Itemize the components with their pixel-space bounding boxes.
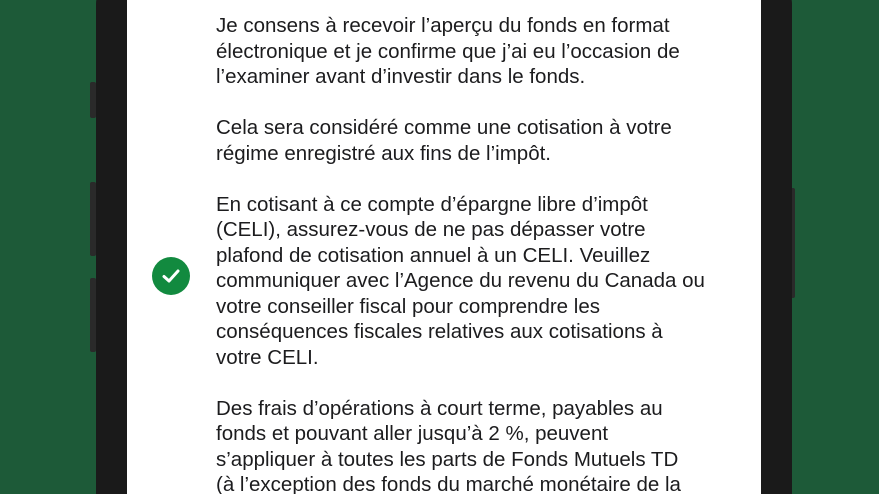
consent-paragraph-short-term-fees: Des frais d’opérations à court terme, payables au fonds et pouvant aller jusqu’à 2 %, peuvent s’appliquer à toutes les parts de Fonds Mutuels TD (à l’exception des fonds du marché monétaire de la xyxy=(216,396,681,494)
consent-paragraph-tfsa-limit: En cotisant à ce compte d’épargne libre d’impôt (CELI), assurez-vous de ne pas dépasser votre plafond de cotisation annuel à un CELI. Veuillez communiquer avec l’Agence du revenu du Canada ou votre conseiller fiscal pour comprendre les conséquences fiscales relatives aux cotisations à votre CELI. xyxy=(216,192,705,369)
checkmark-icon xyxy=(160,265,182,287)
consent-agreement-row[interactable] xyxy=(127,0,761,494)
consent-text xyxy=(216,13,746,494)
consent-checkbox[interactable] xyxy=(152,257,190,295)
consent-paragraph-fund-facts: Je consens à recevoir l’aperçu du fonds en format électronique et je confirme que j’ai eu l’occasion de l’examiner avant d’investir dans le fonds. xyxy=(216,14,680,88)
phone-screen xyxy=(127,0,761,494)
consent-paragraph-registered-plan: Cela sera considéré comme une cotisation à votre régime enregistré aux fins de l’impôt. xyxy=(216,116,672,165)
